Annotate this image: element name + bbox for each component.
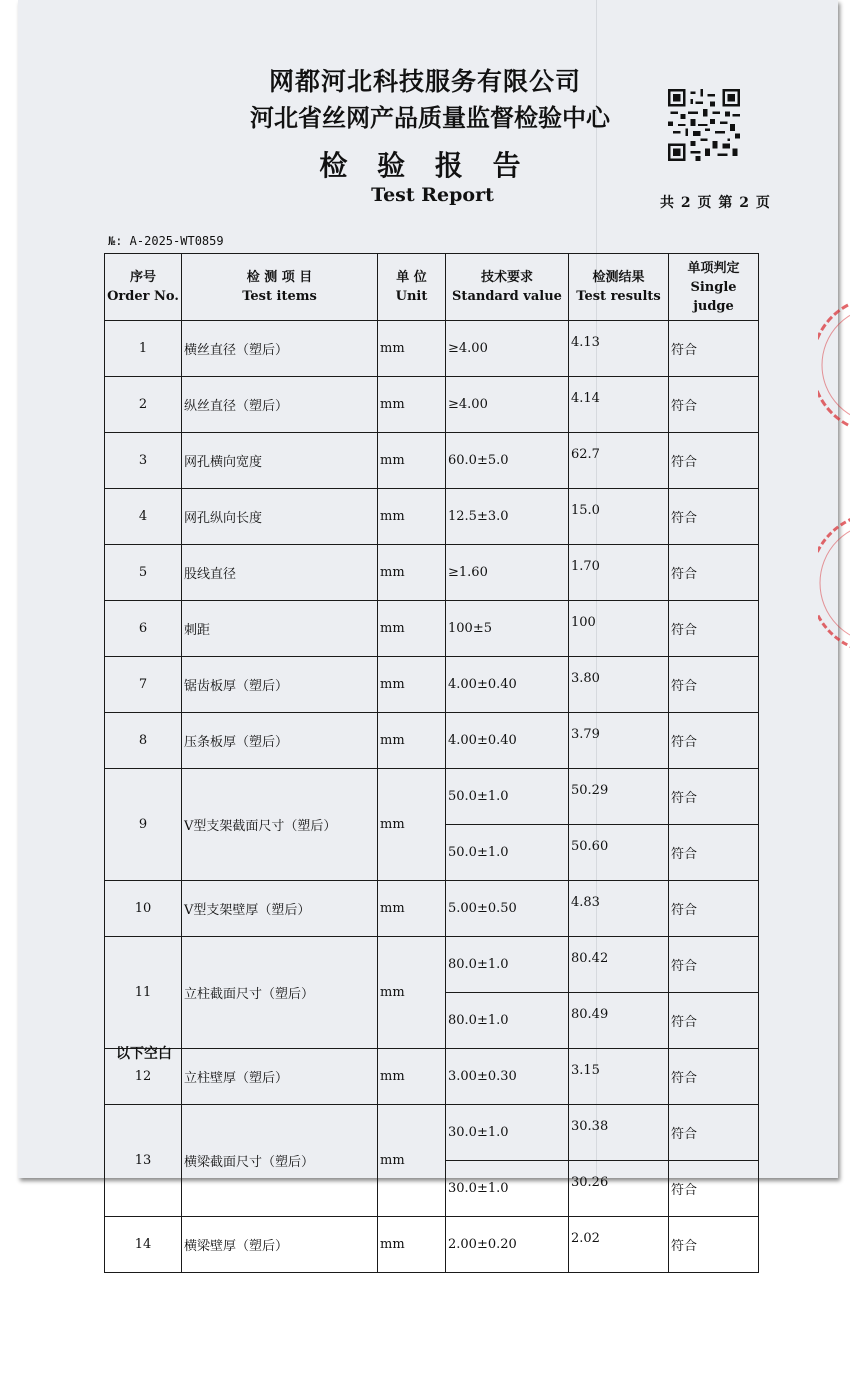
unit-cell: mm bbox=[378, 713, 446, 769]
test-item-cell: 横梁壁厚（塑后） bbox=[182, 1217, 378, 1273]
judge-cell: 符合 bbox=[669, 601, 759, 657]
order-number-cell: 2 bbox=[105, 377, 182, 433]
table-row bbox=[105, 545, 759, 601]
test-item-cell: 股线直径 bbox=[182, 545, 378, 601]
unit-cell: mm bbox=[378, 937, 446, 1049]
unit-cell: mm bbox=[378, 881, 446, 937]
test-item-cell: 立柱壁厚（塑后） bbox=[182, 1049, 378, 1105]
standard-value-cell: 50.0±1.0 bbox=[446, 825, 569, 881]
judge-cell: 符合 bbox=[669, 881, 759, 937]
table-row bbox=[105, 1049, 759, 1105]
test-item-cell: 压条板厚（塑后） bbox=[182, 713, 378, 769]
standard-value-cell: ≥1.60 bbox=[446, 545, 569, 601]
standard-value-cell: 2.00±0.20 bbox=[446, 1217, 569, 1273]
table-row bbox=[105, 881, 759, 937]
blank-below-note: 以下空白 bbox=[116, 1046, 172, 1062]
report-title-en: Test Report bbox=[371, 184, 494, 206]
col-header-judge: 单项判定 Single judge bbox=[669, 254, 759, 321]
col-header-unit: 单 位 Unit bbox=[378, 254, 446, 321]
table-row bbox=[105, 377, 759, 433]
unit-cell: mm bbox=[378, 1049, 446, 1105]
table-row bbox=[105, 433, 759, 489]
center-name: 河北省丝网产品质量监督检验中心 bbox=[250, 103, 610, 132]
table-row bbox=[105, 1217, 759, 1273]
judge-cell: 符合 bbox=[669, 1105, 759, 1161]
order-number-cell: 10 bbox=[105, 881, 182, 937]
order-number-cell: 8 bbox=[105, 713, 182, 769]
standard-value-cell: 100±5 bbox=[446, 601, 569, 657]
order-number-cell: 14 bbox=[105, 1217, 182, 1273]
standard-value-cell: 5.00±0.50 bbox=[446, 881, 569, 937]
judge-cell: 符合 bbox=[669, 769, 759, 825]
standard-value-cell: 30.0±1.0 bbox=[446, 1161, 569, 1217]
judge-cell: 符合 bbox=[669, 1049, 759, 1105]
test-item-cell: 纵丝直径（塑后） bbox=[182, 377, 378, 433]
judge-cell: 符合 bbox=[669, 657, 759, 713]
unit-cell: mm bbox=[378, 1217, 446, 1273]
test-result-cell: 3.80 bbox=[569, 657, 669, 713]
order-number-cell: 11 bbox=[105, 937, 182, 1049]
test-result-cell: 80.49 bbox=[569, 993, 669, 1049]
unit-cell: mm bbox=[378, 657, 446, 713]
table-row bbox=[105, 601, 759, 657]
standard-value-cell: 80.0±1.0 bbox=[446, 993, 569, 1049]
qr-code-icon bbox=[668, 89, 740, 161]
judge-cell: 符合 bbox=[669, 489, 759, 545]
standard-value-cell: 12.5±3.0 bbox=[446, 489, 569, 545]
report-title-cn: 检 验 报 告 bbox=[319, 149, 531, 182]
official-seal-2 bbox=[818, 505, 850, 660]
judge-cell: 符合 bbox=[669, 1217, 759, 1273]
test-item-cell: 网孔横向宽度 bbox=[182, 433, 378, 489]
test-result-cell: 4.13 bbox=[569, 321, 669, 377]
order-number-cell: 3 bbox=[105, 433, 182, 489]
table-row bbox=[105, 321, 759, 377]
standard-value-cell: ≥4.00 bbox=[446, 321, 569, 377]
judge-cell: 符合 bbox=[669, 545, 759, 601]
judge-cell: 符合 bbox=[669, 1161, 759, 1217]
unit-cell: mm bbox=[378, 433, 446, 489]
col-header-order: 序号 Order No. bbox=[105, 254, 182, 321]
test-item-cell: 锯齿板厚（塑后） bbox=[182, 657, 378, 713]
unit-cell: mm bbox=[378, 321, 446, 377]
order-number-cell: 6 bbox=[105, 601, 182, 657]
test-result-cell: 30.26 bbox=[569, 1161, 669, 1217]
judge-cell: 符合 bbox=[669, 433, 759, 489]
unit-cell: mm bbox=[378, 1105, 446, 1217]
unit-cell: mm bbox=[378, 545, 446, 601]
table-row bbox=[105, 657, 759, 713]
test-item-cell: V型支架壁厚（塑后） bbox=[182, 881, 378, 937]
col-header-item: 检 测 项 目 Test items bbox=[182, 254, 378, 321]
unit-cell: mm bbox=[378, 489, 446, 545]
test-result-cell: 4.83 bbox=[569, 881, 669, 937]
test-result-cell: 2.02 bbox=[569, 1217, 669, 1273]
test-result-cell: 3.79 bbox=[569, 713, 669, 769]
order-number-cell: 9 bbox=[105, 769, 182, 881]
table-header-row bbox=[105, 254, 759, 321]
table-row bbox=[105, 1105, 759, 1161]
test-result-cell: 4.14 bbox=[569, 377, 669, 433]
test-item-cell: 网孔纵向长度 bbox=[182, 489, 378, 545]
company-name: 网都河北科技服务有限公司 bbox=[268, 67, 581, 96]
col-header-standard: 技术要求 Standard value bbox=[446, 254, 569, 321]
judge-cell: 符合 bbox=[669, 937, 759, 993]
test-item-cell: 横丝直径（塑后） bbox=[182, 321, 378, 377]
official-seal bbox=[818, 290, 850, 440]
table-row bbox=[105, 713, 759, 769]
standard-value-cell: 3.00±0.30 bbox=[446, 1049, 569, 1105]
order-number-cell: 12 bbox=[105, 1049, 182, 1105]
standard-value-cell: 50.0±1.0 bbox=[446, 769, 569, 825]
judge-cell: 符合 bbox=[669, 993, 759, 1049]
test-result-cell: 80.42 bbox=[569, 937, 669, 993]
report-number: №: A-2025-WT0859 bbox=[108, 234, 224, 248]
judge-cell: 符合 bbox=[669, 713, 759, 769]
unit-cell: mm bbox=[378, 377, 446, 433]
page-counter: 共 2 页 第 2 页 bbox=[660, 195, 771, 211]
standard-value-cell: 4.00±0.40 bbox=[446, 657, 569, 713]
test-results-table bbox=[104, 253, 759, 1273]
order-number-cell: 4 bbox=[105, 489, 182, 545]
judge-cell: 符合 bbox=[669, 321, 759, 377]
standard-value-cell: 80.0±1.0 bbox=[446, 937, 569, 993]
test-result-cell: 15.0 bbox=[569, 489, 669, 545]
test-result-cell: 62.7 bbox=[569, 433, 669, 489]
unit-cell: mm bbox=[378, 601, 446, 657]
judge-cell: 符合 bbox=[669, 377, 759, 433]
col-header-result: 检测结果 Test results bbox=[569, 254, 669, 321]
test-item-cell: 刺距 bbox=[182, 601, 378, 657]
table-row bbox=[105, 937, 759, 993]
standard-value-cell: ≥4.00 bbox=[446, 377, 569, 433]
table-row bbox=[105, 769, 759, 825]
test-result-cell: 100 bbox=[569, 601, 669, 657]
test-result-cell: 50.60 bbox=[569, 825, 669, 881]
order-number-cell: 7 bbox=[105, 657, 182, 713]
table-row bbox=[105, 489, 759, 545]
test-result-cell: 50.29 bbox=[569, 769, 669, 825]
test-result-cell: 1.70 bbox=[569, 545, 669, 601]
test-result-cell: 30.38 bbox=[569, 1105, 669, 1161]
test-result-cell: 3.15 bbox=[569, 1049, 669, 1105]
test-item-cell: 立柱截面尺寸（塑后） bbox=[182, 937, 378, 1049]
order-number-cell: 1 bbox=[105, 321, 182, 377]
judge-cell: 符合 bbox=[669, 825, 759, 881]
test-item-cell: 横梁截面尺寸（塑后） bbox=[182, 1105, 378, 1217]
standard-value-cell: 60.0±5.0 bbox=[446, 433, 569, 489]
order-number-cell: 5 bbox=[105, 545, 182, 601]
standard-value-cell: 30.0±1.0 bbox=[446, 1105, 569, 1161]
unit-cell: mm bbox=[378, 769, 446, 881]
order-number-cell: 13 bbox=[105, 1105, 182, 1217]
standard-value-cell: 4.00±0.40 bbox=[446, 713, 569, 769]
test-item-cell: V型支架截面尺寸（塑后） bbox=[182, 769, 378, 881]
